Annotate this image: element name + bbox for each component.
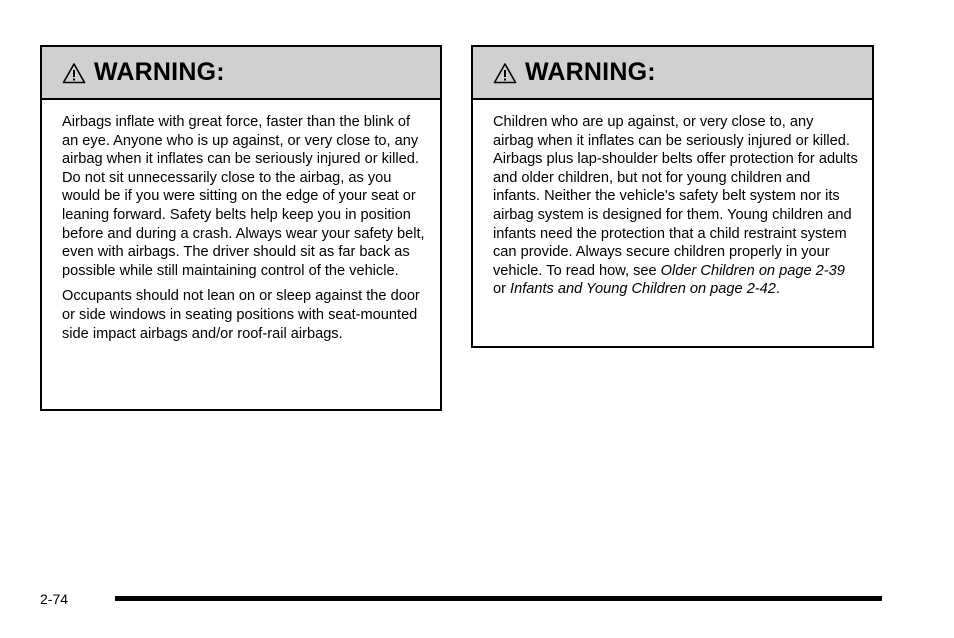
warning-paragraph — [493, 113, 858, 299]
warning-header — [42, 47, 440, 100]
footer-rule — [115, 596, 882, 601]
warning-body — [42, 100, 440, 343]
warning-triangle-icon — [62, 62, 86, 84]
cross-reference-link[interactable]: Infants and Young Children on page 2-42 — [510, 281, 776, 298]
warning-body — [473, 100, 872, 299]
connector-text: or — [493, 281, 511, 298]
page-number: 2-74 — [40, 591, 69, 607]
warning-header — [473, 47, 872, 100]
warning-box-children — [471, 45, 874, 348]
warning-paragraph: Occupants should not lean on or sleep against the door or side windows in seating positions with seat-mounted side impact airbags and/or roof-rail airbags. — [62, 288, 420, 342]
warning-text: Children who are up against, or very close to, any airbag when it inflates can be seriously injured or killed. Airbags plus lap-shoulder belts offer protection for adults and older children, but not for young children and infants. Neither the vehicle's safety belt system nor its airbag system is designed for them. Young children and infants need the protection that a child restraint system can provide. Always secure children properly in your vehicle. To read how, see — [493, 114, 858, 279]
warning-box-airbag-force — [40, 45, 442, 411]
end-punctuation: . — [775, 281, 780, 298]
warning-paragraph: Airbags inflate with great force, faster than the blink of an eye. Anyone who is up against, or very close to, any airbag when it inflates can be seriously injured or killed. Do not sit unnecessarily close to the airbag, as you would be if you were sitting on the edge of your seat or leaning forward. Safety belts help keep you in position before and during a crash. Always wear your safety belt, even with airbags. The driver should sit as far back as possible while still maintaining control of the vehicle. — [62, 114, 425, 279]
warning-title: WARNING: — [525, 58, 656, 86]
warning-triangle-icon — [493, 62, 517, 84]
warning-title: WARNING: — [94, 58, 225, 86]
cross-reference-link[interactable]: Older Children on page 2-39 — [660, 262, 845, 279]
